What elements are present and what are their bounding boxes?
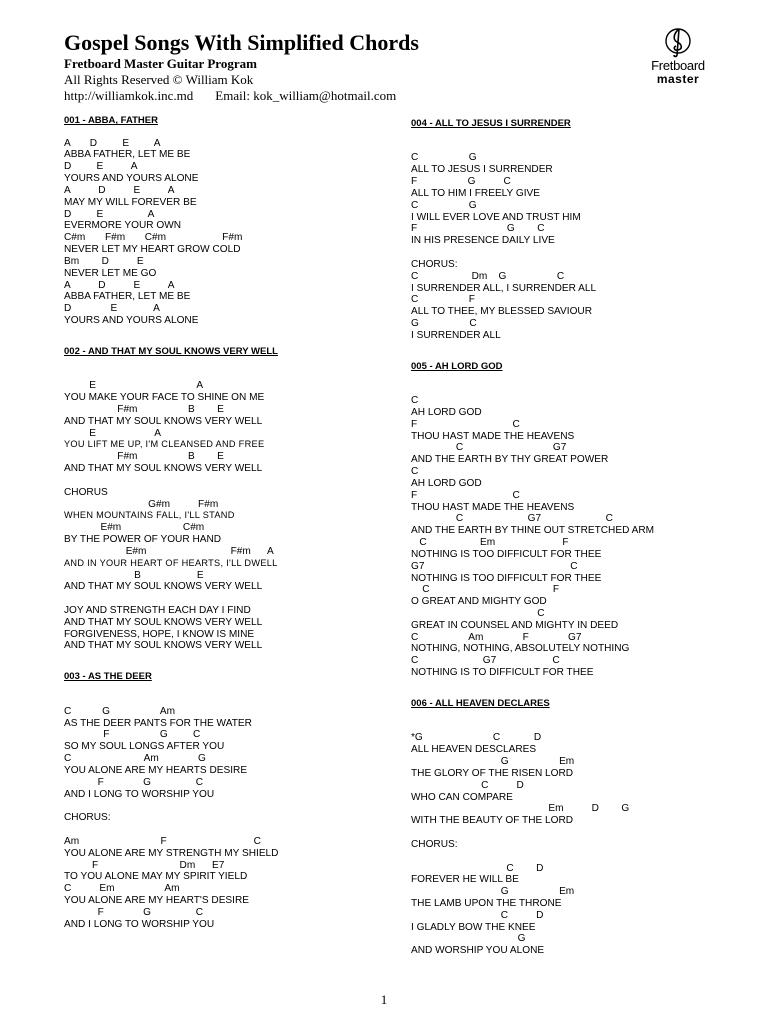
chord-line: G7 C (411, 560, 578, 572)
chord-line: Em D G (411, 803, 630, 815)
lyric-line: AND IN YOUR HEART OF HEARTS, I'LL DWELL (64, 557, 278, 568)
chord-line: C G (411, 152, 477, 164)
lyric-line: YOU ALONE ARE MY HEART'S DESIRE (64, 894, 249, 906)
lyric-line: ALL TO JESUS I SURRENDER (411, 164, 553, 176)
lyric-line: YOU MAKE YOUR FACE TO SHINE ON ME (64, 392, 265, 404)
email-text[interactable]: Email: kok_william@hotmail.com (215, 88, 397, 103)
chord-line: C#m F#m C#m F#m (64, 232, 243, 244)
chord-line: Am F C (64, 835, 261, 847)
lyric-line: WITH THE BEAUTY OF THE LORD (411, 815, 574, 827)
chord-line: F G C (64, 906, 204, 918)
section-label: CHORUS: (64, 812, 111, 824)
lyric-line: I SURRENDER ALL (411, 329, 501, 341)
page-title: Gospel Songs With Simplified Chords (64, 30, 419, 55)
lyric-line: ABBA FATHER, LET ME BE (64, 291, 191, 303)
section-label: CHORUS (64, 486, 108, 498)
chord-line: C G Am (64, 705, 176, 717)
chord-line: C Dm G C (411, 270, 565, 282)
blank-line (64, 593, 404, 605)
lyric-line: AND THAT MY SOUL KNOWS VERY WELL (64, 415, 263, 427)
lyric-line: AND THAT MY SOUL KNOWS VERY WELL (64, 616, 263, 628)
chord-line: C Em Am (64, 883, 180, 895)
chord-line: G (411, 933, 526, 945)
chord-line: C (411, 608, 545, 619)
chord-line: D E A (64, 208, 155, 220)
lyric-line: YOU ALONE ARE MY STRENGTH MY SHIELD (64, 847, 279, 859)
chord-line: F G C (411, 223, 545, 235)
chord-line: C (411, 395, 419, 407)
lyric-line: AS THE DEER PANTS FOR THE WATER (64, 717, 252, 729)
blank-line (64, 475, 404, 487)
chord-line: C F (411, 584, 560, 596)
lyric-line: GREAT IN COUNSEL AND MIGHTY IN DEED (411, 619, 619, 631)
chord-line: F Dm E7 (64, 859, 225, 871)
chord-line: C (411, 466, 419, 478)
chord-line: G Em (411, 756, 575, 768)
chord-line: C G7 C (411, 513, 613, 525)
song-005 (411, 360, 751, 679)
fretboard-master-logo (642, 26, 714, 92)
chord-line: Bm D E (64, 255, 144, 267)
chord-line: E A (64, 427, 162, 439)
blank-line (411, 827, 751, 839)
lyric-line: YOU ALONE ARE MY HEARTS DESIRE (64, 764, 248, 776)
lyric-line: THOU HAST MADE THE HEAVENS (411, 430, 575, 442)
chord-line: C Am G (64, 753, 206, 765)
lyric-line: BY THE POWER OF YOUR HAND (64, 534, 222, 546)
lyric-line: O GREAT AND MIGHTY GOD (411, 596, 547, 608)
lyric-line: SO MY SOUL LONGS AFTER YOU (64, 741, 225, 753)
chord-line: C Am F G7 (411, 631, 582, 643)
lyric-line: TO YOU ALONE MAY MY SPIRIT YIELD (64, 871, 248, 883)
chord-line: D E A (64, 303, 160, 315)
chord-line: F C (411, 418, 520, 430)
lyric-line: EVERMORE YOUR OWN (64, 220, 182, 232)
song-001 (64, 114, 404, 327)
chord-line: C G (411, 199, 477, 211)
blank-line (411, 851, 751, 863)
logo-text-master: master (656, 72, 700, 86)
chord-line: C Em F (411, 537, 569, 549)
lyric-line: AH LORD GOD (411, 406, 482, 418)
lyric-line: WHO CAN COMPARE (411, 791, 513, 803)
page-number: 1 (380, 992, 388, 1007)
lyric-line: NOTHING, NOTHING, ABSOLUTELY NOTHING (411, 643, 630, 655)
lyric-line: JOY AND STRENGTH EACH DAY I FIND (64, 605, 251, 616)
lyric-line: IN HIS PRESENCE DAILY LIVE (411, 235, 555, 247)
lyric-line: AND THAT MY SOUL KNOWS VERY WELL (64, 463, 263, 475)
chord-line: F#m B E (64, 451, 224, 463)
chord-line: D E A (64, 161, 138, 173)
lyric-line: NEVER LET MY HEART GROW COLD (64, 244, 241, 256)
blank-line (411, 141, 751, 153)
lyric-line: YOURS AND YOURS ALONE (64, 173, 199, 185)
chord-line: E#m F#m A (64, 545, 274, 557)
lyric-line: AND THAT MY SOUL KNOWS VERY WELL (64, 640, 263, 652)
section-label: CHORUS: (411, 838, 458, 850)
logo-text-fretboard: Fretboard (651, 58, 705, 73)
song-002 (64, 345, 404, 652)
blank-line (64, 800, 404, 812)
chord-line: C G7 (411, 442, 567, 454)
chord-line: G#m F#m (64, 498, 219, 510)
chord-line: C F (411, 294, 475, 306)
lyric-line: AND I LONG TO WORSHIP YOU (64, 788, 215, 800)
lyric-line: I GLADLY BOW THE KNEE (411, 921, 536, 933)
chord-line: C G7 C (411, 655, 560, 667)
lyric-line: ABBA FATHER, LET ME BE (64, 149, 191, 161)
section-label: CHORUS: (411, 258, 458, 270)
blank-line (411, 383, 751, 395)
lyric-line: NOTHING IS TOO DIFFICULT FOR THEE (411, 548, 602, 560)
chord-line: C D (411, 779, 524, 791)
lyric-line: AND THE EARTH BY THINE OUT STRETCHED ARM (411, 525, 655, 537)
lyric-line: THOU HAST MADE THE HEAVENS (411, 501, 575, 513)
lyric-line: NEVER LET ME GO (64, 267, 157, 279)
chord-line: A D E A (64, 279, 175, 291)
chord-line: G Em (411, 886, 575, 898)
blank-line (64, 824, 404, 836)
lyric-line: ALL TO THEE, MY BLESSED SAVIOUR (411, 306, 593, 318)
lyric-line: YOURS AND YOURS ALONE (64, 315, 199, 327)
song-004 (411, 117, 751, 342)
subtitle: Fretboard Master Guitar Program (64, 56, 257, 71)
song-header: 002 - AND THAT MY SOUL KNOWS VERY WELL (64, 345, 278, 357)
treble-clef-icon (663, 26, 693, 58)
chord-line: A D E A (64, 184, 175, 196)
song-header: 005 - AH LORD GOD (411, 360, 503, 372)
contact-line (64, 88, 396, 104)
chord-line: F C (411, 489, 520, 501)
song-header: 006 - ALL HEAVEN DECLARES (411, 697, 550, 709)
blank-line (64, 368, 404, 380)
chord-line: E#m C#m (64, 522, 205, 534)
lyric-line: FOREVER HE WILL BE (411, 874, 519, 886)
lyric-line: AND I LONG TO WORSHIP YOU (64, 918, 215, 930)
chord-line: B E (64, 569, 204, 581)
lyric-line: NOTHING IS TO DIFFICULT FOR THEE (411, 667, 594, 679)
chord-line: C D (411, 909, 544, 921)
chord-line: G C (411, 318, 477, 330)
left-column (64, 114, 404, 930)
blank-line (411, 721, 751, 733)
song-header: 004 - ALL TO JESUS I SURRENDER (411, 118, 571, 129)
lyric-line: FORGIVENESS, HOPE, I KNOW IS MINE (64, 628, 255, 640)
blank-line (64, 694, 404, 706)
chord-line: E A (64, 380, 204, 392)
right-column (411, 117, 751, 957)
lyric-line: NOTHING IS TOO DIFFICULT FOR THEE (411, 572, 602, 584)
lyric-line: I SURRENDER ALL, I SURRENDER ALL (411, 282, 597, 294)
chord-line: *G C D (411, 732, 542, 744)
lyric-line: AND WORSHIP YOU ALONE (411, 945, 545, 957)
lyric-line: THE LAMB UPON THE THRONE (411, 897, 562, 909)
lyric-line: WHEN MOUNTAINS FALL, I'LL STAND (64, 510, 235, 521)
lyric-line: AND THE EARTH BY THY GREAT POWER (411, 454, 609, 466)
lyric-line: I WILL EVER LOVE AND TRUST HIM (411, 211, 581, 223)
website-link[interactable]: http://williamkok.inc.md (64, 88, 194, 103)
song-header: 003 - AS THE DEER (64, 671, 152, 683)
song-header: 001 - ABBA, FATHER (64, 115, 158, 126)
lyric-line: AH LORD GOD (411, 477, 482, 489)
blank-line (411, 247, 751, 259)
lyric-line: ALL TO HIM I FREELY GIVE (411, 187, 541, 199)
chord-line: F G C (64, 729, 201, 741)
lyric-line: THE GLORY OF THE RISEN LORD (411, 767, 574, 779)
chord-line: F G C (64, 776, 204, 788)
song-006 (411, 697, 751, 957)
lyric-line: MAY MY WILL FOREVER BE (64, 196, 197, 208)
chord-line: A D E A (64, 137, 161, 149)
copyright-line: All Rights Reserved © William Kok (64, 72, 254, 87)
chord-line: C D (411, 862, 544, 874)
chord-line: F G C (411, 176, 511, 188)
lyric-line: YOU LIFT ME UP, I'M CLEANSED AND FREE (64, 439, 265, 450)
lyric-line: ALL HEAVEN DESCLARES (411, 744, 537, 756)
song-003 (64, 670, 404, 930)
chord-line: F#m B E (64, 403, 224, 415)
lyric-line: AND THAT MY SOUL KNOWS VERY WELL (64, 581, 263, 593)
